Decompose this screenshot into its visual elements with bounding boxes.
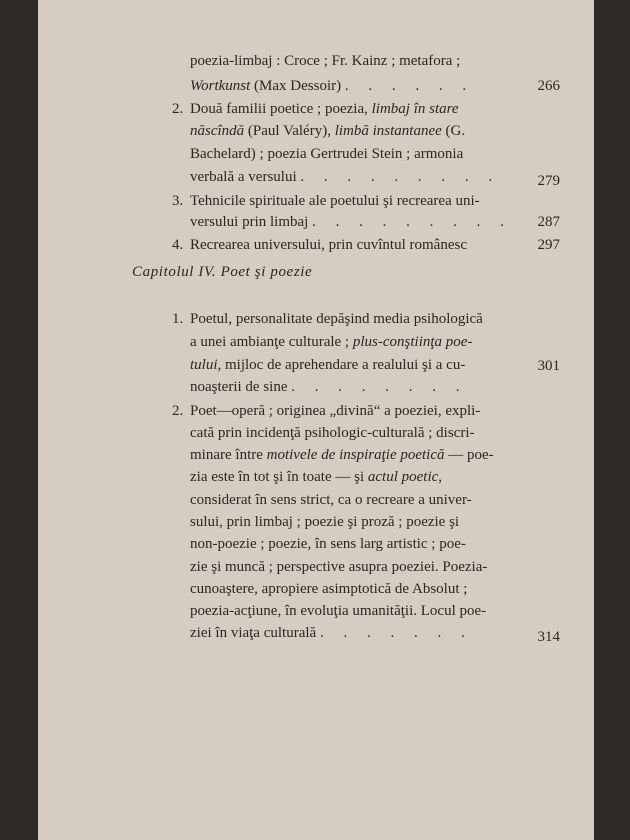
toc-entry-line: zie şi muncă ; perspective asupra poeziei. Poezia-	[190, 559, 488, 575]
toc-entry-line: Bachelard) ; poezia Gertrudei Stein ; armonia	[190, 146, 464, 162]
toc-entry-line: tului, mijloc de aprehendare a realului şi a cu-	[190, 357, 466, 373]
toc-entry-line: poezia-acţiune, în evoluţia umanităţii. Locul poe-	[190, 603, 487, 619]
toc-entry-line: a unei ambianţe culturale ; plus-conştiinţa poe-	[190, 334, 473, 350]
toc-entry-line: considerat în sens strict, ca o recreare a univer-	[190, 492, 472, 508]
book-page	[38, 0, 594, 840]
toc-entry-line: minare între motivele de inspiraţie poetică — poe-	[190, 447, 494, 463]
toc-entry-line: ziei în viaţa culturală . . . . . . .	[190, 625, 473, 641]
toc-entry-line: cată prin incidenţă psihologic-culturală ; discri-	[190, 425, 475, 441]
page-number: 297	[537, 237, 560, 253]
toc-entry-line: poezia-limbaj : Croce ; Fr. Kainz ; metafora ;	[190, 53, 461, 69]
chapter-heading	[132, 264, 312, 281]
item-number: 2.	[172, 101, 184, 117]
toc-entry-line: Poet—operă ; originea „divină“ a poeziei, expli-	[190, 403, 481, 419]
chapter-title: Poet şi poezie	[220, 264, 313, 280]
page-number: 314	[537, 629, 560, 645]
toc-entry-line: Recrearea universului, prin cuvîntul românesc	[190, 237, 467, 253]
toc-entry-line: Poetul, personalitate depăşind media psihologică	[190, 311, 483, 327]
toc-entry-line: Wortkunst (Max Dessoir) . . . . . .	[190, 78, 475, 94]
toc-entry-line: versului prin limbaj . . . . . . . . .	[190, 214, 512, 230]
toc-entry-line: noaşterii de sine . . . . . . . .	[190, 379, 468, 395]
toc-entry-line: non-poezie ; poezie, în sens larg artistic ; poe-	[190, 536, 466, 552]
item-number: 4.	[172, 237, 184, 253]
toc-entry-line: născîndă (Paul Valéry), limbă instantanee (G.	[190, 123, 466, 139]
item-number: 3.	[172, 193, 184, 209]
page-number: 266	[537, 78, 560, 94]
page-number: 287	[537, 214, 560, 230]
page-number: 301	[537, 358, 560, 374]
toc-entry-line: cunoaştere, apropiere asimptotică de Absolut ;	[190, 581, 468, 597]
toc-entry-line: verbală a versului . . . . . . . . .	[190, 169, 501, 185]
item-number: 2.	[172, 403, 184, 419]
page-number: 279	[537, 173, 560, 189]
toc-entry-line: Două familii poetice ; poezia, limbaj în stare	[190, 101, 459, 117]
chapter-label: Capitolul IV.	[132, 264, 221, 280]
toc-entry-line: sului, prin limbaj ; poezie şi proză ; poezie şi	[190, 514, 460, 530]
item-number: 1.	[172, 311, 184, 327]
toc-entry-line: zia este în tot şi în toate — şi actul poetic,	[190, 469, 443, 485]
toc-entry-line: Tehnicile spirituale ale poetului şi recrearea uni-	[190, 193, 480, 209]
